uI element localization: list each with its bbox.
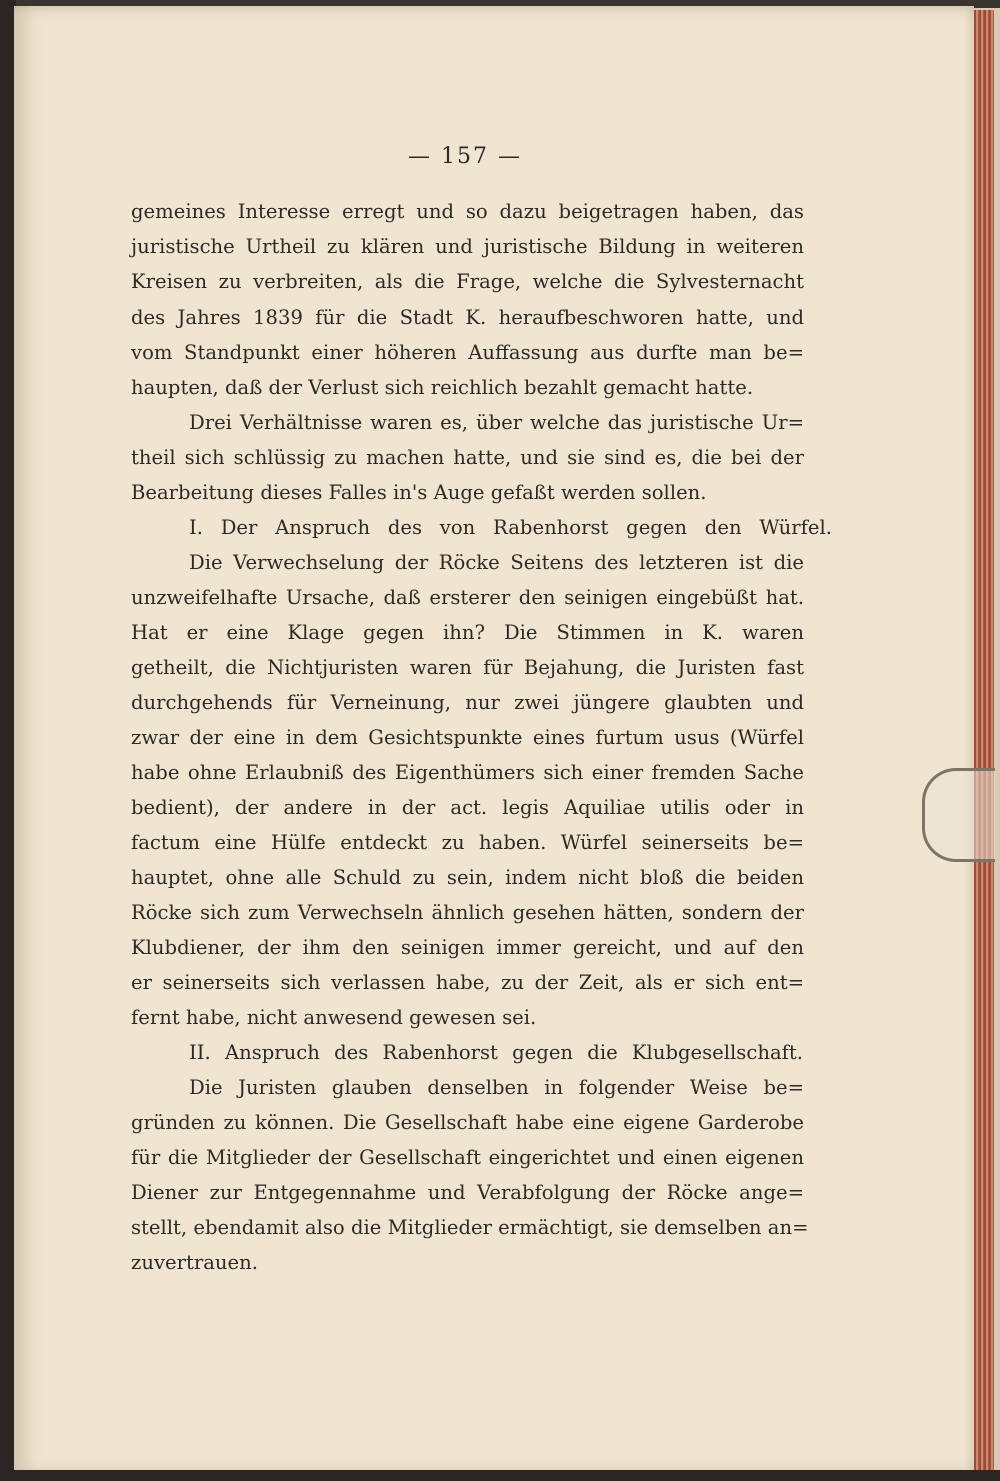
text-line: zwar der eine in dem Gesichtspunkte eines furtum usus (Würfel [131, 726, 804, 749]
text-line: bedient), der andere in der act. legis Aquiliae utilis oder in [131, 796, 804, 819]
text-line: Bearbeitung dieses Falles in's Auge gefaßt werden sollen. [131, 481, 707, 504]
text-line: juristische Urtheil zu klären und juristische Bildung in weiteren [131, 235, 804, 258]
text-line: hauptet, ohne alle Schuld zu sein, indem nicht bloß die beiden [131, 866, 804, 889]
section-heading-II: II. Anspruch des Rabenhorst gegen die Klubgesellschaft. [189, 1041, 803, 1064]
text-line: Die Juristen glauben denselben in folgender Weise be= [189, 1076, 804, 1099]
text-line: stellt, ebendamit also die Mitglieder ermächtigt, sie demselben an= [131, 1216, 809, 1239]
text-line: haupten, daß der Verlust sich reichlich bezahlt gemacht hatte. [131, 376, 754, 399]
text-line: fernt habe, nicht anwesend gewesen sei. [131, 1006, 537, 1029]
text-line: Kreisen zu verbreiten, als die Frage, welche die Sylvesternacht [131, 270, 804, 293]
text-line: Klubdiener, der ihm den seinigen immer gereicht, und auf den [131, 936, 804, 959]
text-line: getheilt, die Nichtjuristen waren für Bejahung, die Juristen fast [131, 656, 804, 679]
text-line: factum eine Hülfe entdeckt zu haben. Würfel seinerseits be= [131, 831, 804, 854]
text-line: vom Standpunkt einer höheren Auffassung aus durfte man be= [131, 341, 804, 364]
text-line: durchgehends für Verneinung, nur zwei jüngere glaubten und [131, 691, 804, 714]
text-line: er seinerseits sich verlassen habe, zu der Zeit, als er sich ent= [131, 971, 804, 994]
text-line: gemeines Interesse erregt und so dazu beigetragen haben, das [131, 200, 804, 223]
text-line: Drei Verhältnisse waren es, über welche das juristische Ur= [189, 411, 804, 434]
text-line: Diener zur Entgegennahme und Verabfolgung der Röcke ange= [131, 1181, 804, 1204]
text-line: Röcke sich zum Verwechseln ähnlich gesehen hätten, sondern der [131, 901, 804, 924]
page-clip [922, 768, 995, 862]
page-number: — 157 — [408, 144, 522, 169]
section-heading-I: I. Der Anspruch des von Rabenhorst gegen den Würfel. [189, 516, 832, 539]
text-line: für die Mitglieder der Gesellschaft eingerichtet und einen eigenen [131, 1146, 804, 1169]
text-line: zuvertrauen. [131, 1251, 258, 1274]
text-line: theil sich schlüssig zu machen hatte, und sie sind es, die bei der [131, 446, 804, 469]
scan-bottom-border [0, 1470, 1000, 1481]
page-edges [974, 10, 994, 1470]
text-line: Die Verwechselung der Röcke Seitens des letzteren ist die [189, 551, 804, 574]
text-line: habe ohne Erlaubniß des Eigenthümers sich einer fremden Sache [131, 761, 804, 784]
text-line: gründen zu können. Die Gesellschaft habe eine eigene Garderobe [131, 1111, 804, 1134]
text-line: unzweifelhafte Ursache, daß ersterer den seinigen eingebüßt hat. [131, 586, 804, 609]
text-line: Hat er eine Klage gegen ihn? Die Stimmen in K. waren [131, 621, 804, 644]
text-line: des Jahres 1839 für die Stadt K. heraufbeschworen hatte, und [131, 306, 804, 329]
